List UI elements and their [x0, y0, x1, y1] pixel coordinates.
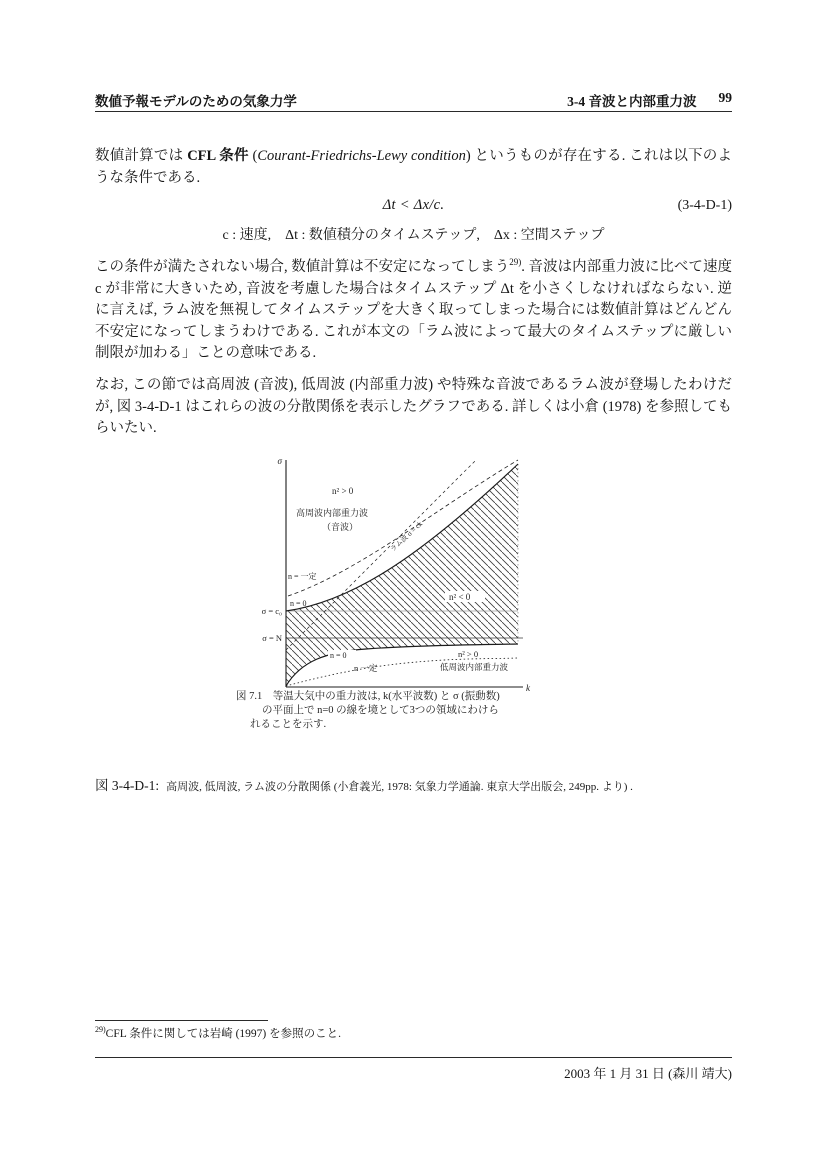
region-top-sub: （音波） — [322, 522, 359, 532]
region-bottom-name: 低周波内部重力波 — [440, 662, 509, 672]
p1-post: ) というものが存在する. これは以下のような条件である. — [95, 148, 733, 186]
footer-date-author: 2003 年 1 月 31 日 (森川 靖大) — [564, 1066, 732, 1081]
p1-cfl-term: CFL 条件 — [187, 148, 249, 164]
figure-caption-label: 図 3-4-D-1: — [95, 778, 160, 793]
p1-pre: 数値計算では — [95, 148, 188, 164]
p1-english-term: Courant-Friedrichs-Lewy condition — [257, 148, 466, 164]
figure-caption-text: 高周波, 低周波, ラム波の分散関係 (小倉義光, 1978: 気象力学通論. 東京大学出版会, 249pp. より) . — [166, 781, 633, 793]
header-book-title: 数値予報モデルのための気象力学 — [95, 94, 297, 109]
p2-pre: この条件が満たされない場合, 数値計算は不安定になってしまう — [95, 259, 510, 275]
x-axis-label: k — [526, 683, 530, 693]
equation-legend: c : 速度, Δt : 数値積分のタイムステップ, Δx : 空間ステップ — [222, 228, 605, 243]
label-sigma-c0: σ = c₀ — [261, 606, 282, 616]
inner-caption-line2: の平面上で n=0 の線を境として3つの領域にわけら — [262, 705, 499, 716]
footer-rule — [95, 1057, 732, 1058]
footnote-rule — [95, 1020, 268, 1021]
page-footer — [95, 1063, 732, 1082]
equation-formula: Δt < Δx/c. — [382, 197, 445, 213]
equation-number: (3-4-D-1) — [677, 198, 732, 213]
p1-paren-open: ( — [248, 148, 258, 164]
inner-caption-line1: 図 7.1 等温大気中の重力波は, k(水平波数) と σ (振動数) — [236, 691, 500, 702]
dispersion-figure — [236, 454, 536, 694]
y-axis-label: σ — [277, 456, 282, 466]
equation-row — [95, 197, 732, 214]
label-n0-lower: n = 0 — [330, 651, 347, 660]
footnote-sup: 29) — [95, 1025, 106, 1035]
label-sigma-N: σ = N — [262, 633, 282, 643]
header-right — [567, 90, 732, 110]
paragraph-cfl-intro — [95, 146, 732, 189]
paragraph-dispersion-ref — [95, 375, 732, 440]
page-header — [95, 90, 732, 110]
dispersion-plot — [236, 454, 536, 694]
label-n-const-lower: n 一定 — [354, 663, 378, 673]
footnote — [95, 1025, 732, 1041]
footnote-text: CFL 条件に関しては岩崎 (1997) を参照のこと. — [105, 1028, 341, 1040]
footnote-marker-29: 29) — [509, 257, 522, 268]
header-page-number: 99 — [718, 90, 732, 105]
figure-caption — [95, 774, 732, 794]
figure-inner-caption — [236, 690, 548, 732]
region-mid-formula: n² < 0 — [449, 592, 471, 602]
p3-text: なお, この節では高周波 (音波), 低周波 (内部重力波) や特殊な音波であるラム波が登場したわけだが, 図 3-4-D-1 はこれらの波の分散関係を表示したグラフである. 詳しくは小倉 (1978) を参照してもらいたい. — [95, 377, 732, 437]
inner-caption-line3: れることを示す. — [250, 719, 327, 730]
label-n0-upper: n = 0 — [290, 599, 307, 608]
hatched-region-n2-negative — [286, 464, 518, 686]
label-n-const-upper: n = 一定 — [288, 572, 317, 581]
p2-post: . 音波は内部重力波に比べて速度 c が非常に大きいため, 音波を考慮した場合はタイムステップ Δt を小さくしなければならない. 逆に言えば, ラム波を無視してタイムステップを大きく取ってしまった場合には数値計算はどんどん不安定になってしまうわけである. これが本文の「ラム波によって最大のタイムステップに厳しい制限が加わる」ことの意味である. — [95, 259, 733, 362]
region-top-name: 高周波内部重力波 — [296, 508, 369, 518]
header-section-title: 3-4 音波と内部重力波 — [567, 94, 697, 109]
paragraph-instability — [95, 257, 732, 365]
header-rule — [95, 111, 732, 112]
region-top-formula: n² > 0 — [332, 486, 354, 496]
label-lamb-wave: ラム波 σ = ck — [388, 519, 424, 554]
region-bottom-formula: n² > 0 — [458, 649, 479, 659]
